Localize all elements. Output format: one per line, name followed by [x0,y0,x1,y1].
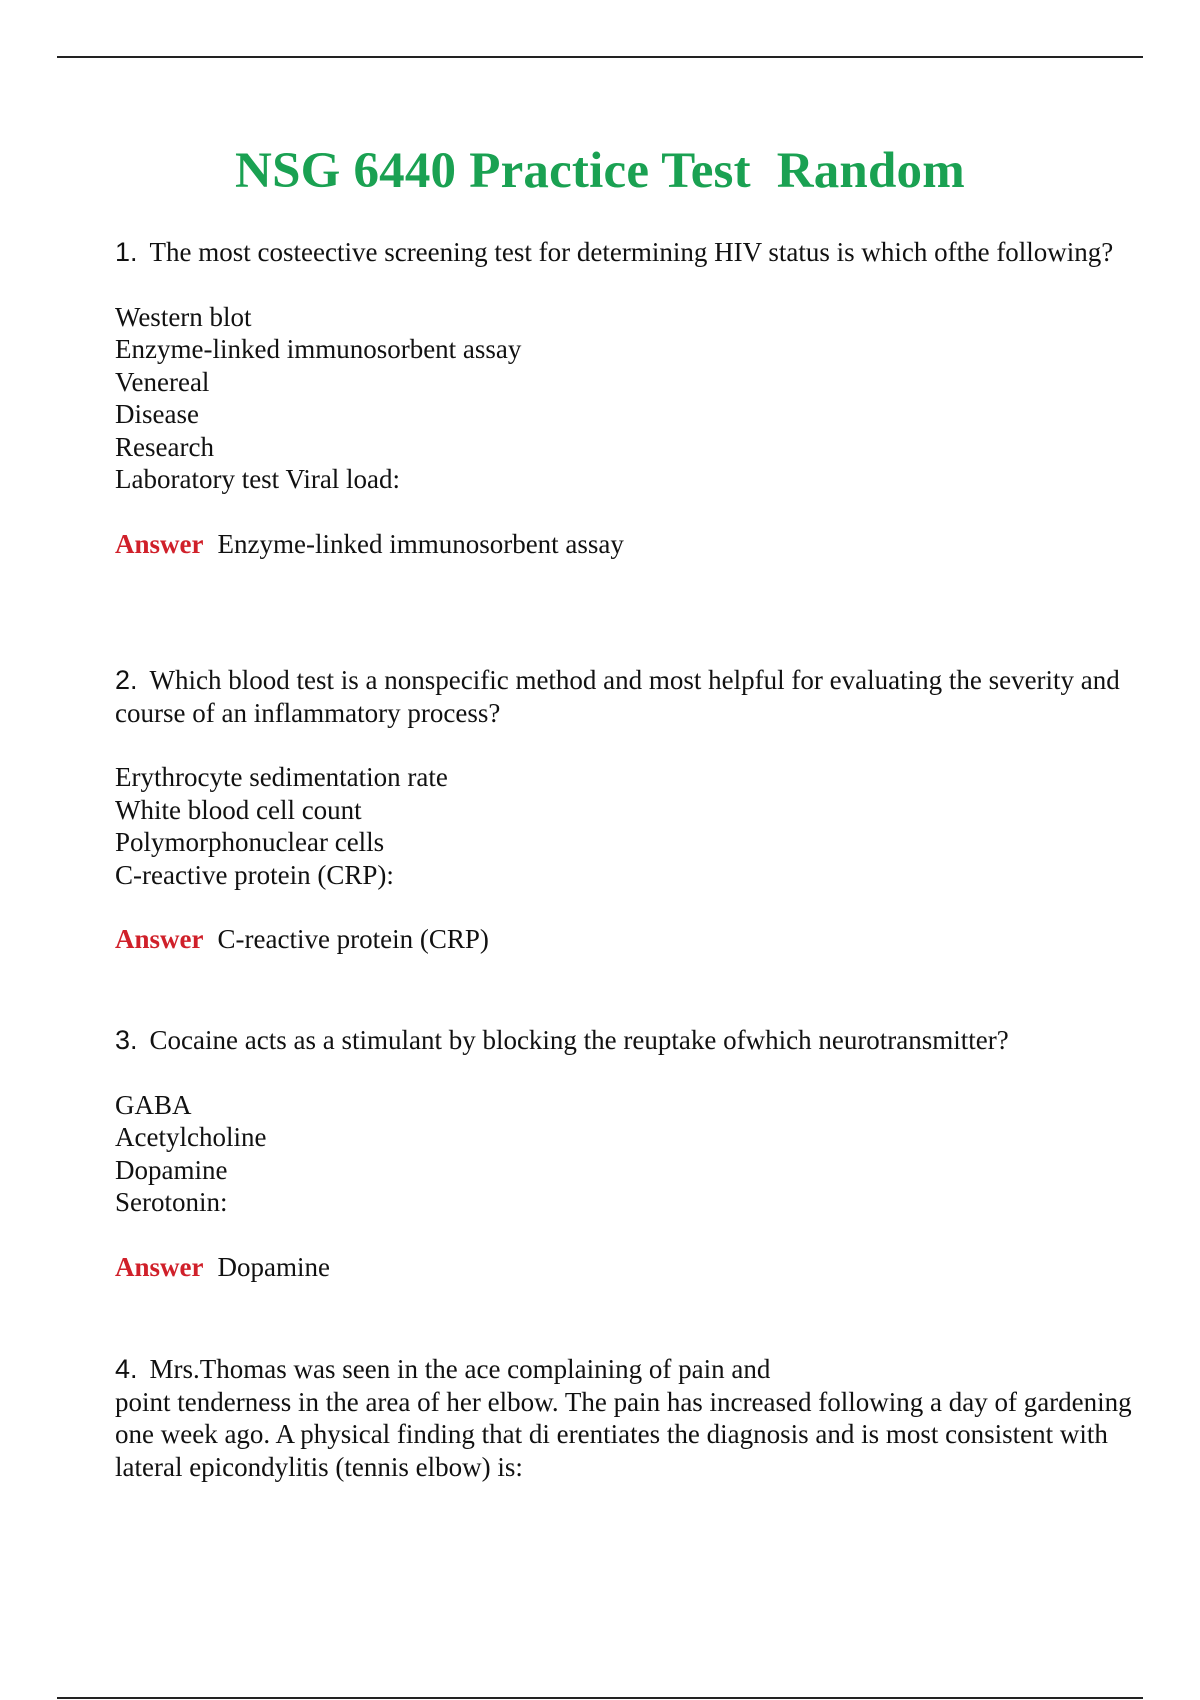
question-1-option: Western blot [115,301,252,332]
question-1-option: Laboratory test Viral load: [115,464,401,494]
question-1-options [115,301,1135,496]
answer-label: Answer [115,528,204,559]
question-2-option: C-reactive protein (CRP): [115,859,394,890]
question-3-option: GABA [115,1089,192,1120]
question-3-options [115,1089,1135,1219]
answer-label: Answer [115,1251,204,1282]
question-1-option: Enzyme-linked immunosorbent assay [115,334,522,364]
question-4-number: 4. [115,1354,138,1384]
question-3-option: Dopamine [115,1154,228,1185]
question-3-text: Cocaine acts as a stimulant by blocking the reuptake ofwhich neurotransmitter? [149,1025,1009,1055]
question-4 [115,1353,1135,1483]
question-2-text: Which blood test is a nonspecific method and most helpful for evaluating the severity and course of an inflammatory process? [115,665,1120,728]
question-2 [115,664,1135,956]
question-1-answer [115,528,1135,561]
question-2-option: Polymorphonuclear cells [115,827,385,857]
answer-label: Answer [115,924,204,954]
top-rule [57,56,1143,58]
question-3-text-block [115,1024,1135,1057]
question-2-text-block [115,664,1135,729]
page-title: NSG 6440 Practice Test Random [235,143,965,200]
question-3-number: 3. [115,1025,138,1055]
question-1-number: 1. [115,237,138,267]
question-2-option: Erythrocyte sedimentation rate [115,762,448,792]
question-1 [115,236,1135,560]
question-4-text-block [115,1353,1135,1483]
bottom-rule [57,1697,1143,1699]
answer-text: C-reactive protein (CRP) [217,924,489,954]
question-2-answer [115,923,1135,956]
question-3-option: Serotonin: [115,1187,228,1217]
question-1-option: Disease [115,399,199,429]
question-1-option: Research [115,431,214,462]
question-1-option: Venereal [115,366,210,397]
answer-text: Dopamine [217,1251,330,1282]
question-2-option: White blood cell count [115,794,362,825]
question-3 [115,1024,1135,1283]
question-1-text-block [115,236,1135,269]
question-2-number: 2. [115,665,138,695]
question-4-text-rest: point tenderness in the area of her elbow. The pain has increased following a day of gardening one week ago. A physical finding that di erentiates the diagnosis and is most consistent with lateral epicondylitis (tennis elbow) is: [115,1386,1132,1482]
question-1-text: The most costeective screening test for determining HIV status is which ofthe following? [149,237,1114,267]
answer-text: Enzyme-linked immunosorbent assay [217,528,624,559]
question-2-options [115,761,1135,891]
question-4-text-line1: Mrs.Thomas was seen in the ace complaining of pain and [149,1354,771,1384]
question-3-answer [115,1251,1135,1284]
question-3-option: Acetylcholine [115,1122,267,1152]
